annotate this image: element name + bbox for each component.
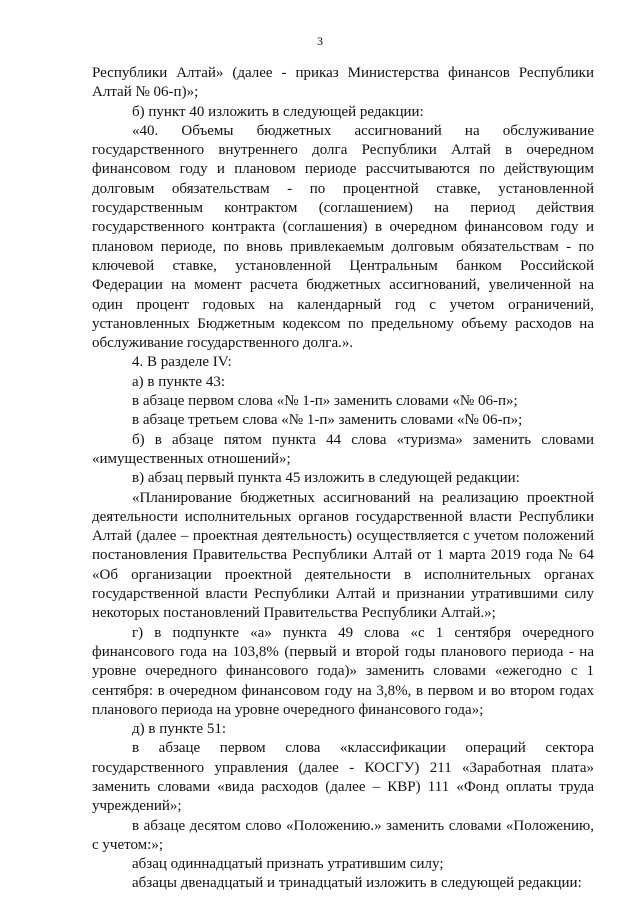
paragraph: в абзаце десятом слово «Положению.» заменить словами «Положению, с учетом:»; xyxy=(92,817,594,853)
paragraph: Республики Алтай» (далее - приказ Министерства финансов Республики Алтай № 06-п)»; xyxy=(92,65,594,101)
paragraph: «Планирование бюджетных ассигнований на реализацию проектной деятельности исполнительных органов государственной власти Республики Алтай (далее – проектная деятельность) осуществляется с учетом положений постановления Правительства Республики Алтай от 1 марта 2019 года № 64 «Об организации проектной деятельности в исполнительных органах государственной власти Республики Алтай и признании утратившими силу некоторых постановлений Правительства Республики Алтай.»; xyxy=(92,489,594,622)
paragraph: в абзаце первом слова «классификации операций сектора государственного управления (далее - КОСГУ) 211 «Заработная плата» заменить словами «вида расходов (далее – КВР) 111 «Фонд оплаты труда учреждений»; xyxy=(92,740,594,815)
paragraph: 4. В разделе IV: xyxy=(132,354,232,371)
page-number: 3 xyxy=(317,34,323,48)
paragraph: б) пункт 40 изложить в следующей редакции: xyxy=(132,103,424,120)
paragraph: «40. Объемы бюджетных ассигнований на обслуживание государственного внутреннего долга Республики Алтай в очередном финансовом году и плановом периоде рассчитываются по действующим долговым обязательствам - по процентной ставке, установленной государственным контрактом (соглашением) на период действия государственного контракта (соглашения) в очередном финансовом году и плановом периоде, по вновь привлекаемым долговым обязательствам - по ключевой ставке, установленной Центральным банком Российской Федерации на момент расчета бюджетных ассигнований, увеличенной на один процент годовых на календарный год с учетом ограничений, установленных Бюджетным кодексом по предельному объему расходов на обслуживание государственного долга.». xyxy=(92,122,594,352)
paragraph: а) в пункте 43: xyxy=(132,373,226,390)
document-body xyxy=(92,64,594,894)
paragraph: в абзаце первом слова «№ 1-п» заменить словами «№ 06-п»; xyxy=(132,393,518,410)
paragraph: г) в подпункте «а» пункта 49 слова «с 1 сентября очередного финансового года на 103,8% (первый и второй годы планового периода - на уровне очередного финансового года)» заменить словами «ежегодно с 1 сентября: в очередном финансовом году на 3,8%, в первом и во втором годах планового периода на уровне очередного финансового года»; xyxy=(92,624,594,718)
paragraph: абзац одиннадцатый признать утратившим силу; xyxy=(132,856,444,873)
paragraph: б) в абзаце пятом пункта 44 слова «туризма» заменить словами «имущественных отношений»; xyxy=(92,431,594,467)
paragraph: абзацы двенадцатый и тринадцатый изложить в следующей редакции: xyxy=(132,875,582,892)
paragraph: в) абзац первый пункта 45 изложить в следующей редакции: xyxy=(132,470,520,487)
paragraph: в абзаце третьем слова «№ 1-п» заменить словами «№ 06-п»; xyxy=(132,412,523,429)
paragraph: д) в пункте 51: xyxy=(132,721,226,738)
